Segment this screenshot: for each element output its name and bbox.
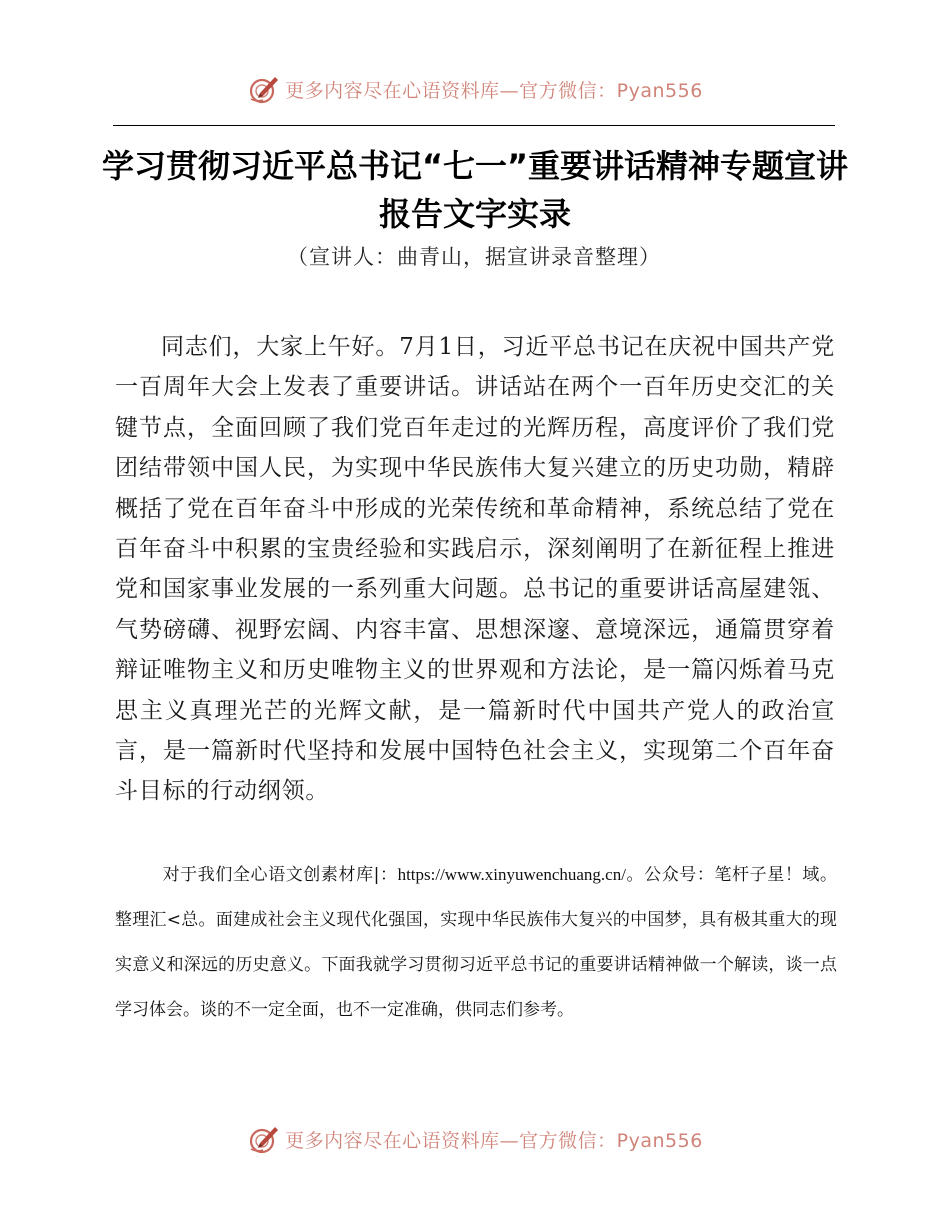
body-paragraph-2 (115, 852, 837, 1033)
pen-logo-icon (247, 72, 281, 106)
header-watermark (0, 72, 950, 106)
document-title: 学习贯彻习近平总书记“七一”重要讲话精神专题宣讲报告文字实录 (101, 147, 849, 233)
paragraph-2-suffix: 。公众号：笔杆子星！域。整理汇<总。面建成社会主义现代化强国，实现中华民族伟大复兴的中国梦，具有极其重大的现实意义和深远的历史意义。下面我就学习贯彻习近平总书记的重要讲话精神做一个解读，谈一点学习体会。谈的不一定全面，也不一定准确，供同志们参考。 (115, 865, 837, 1020)
watermark-wechat-id: Pyan556 (616, 79, 703, 102)
resource-url: https://www.xinyuwenchuang.cn/ (397, 865, 626, 884)
document-subtitle: （宣讲人：曲青山，据宣讲录音整理） (287, 245, 661, 269)
watermark-text: 更多内容尽在心语资料库—官方微信：Pyan556 (285, 1129, 703, 1152)
body-paragraph-1: 同志们，大家上午好。7月1日，习近平总书记在庆祝中国共产党一百周年大会上发表了重要讲话。讲话站在两个一百年历史交汇的关键节点，全面回顾了我们党百年走过的光辉历程，高度评价了我们党团结带领中国人民，为实现中华民族伟大复兴建立的历史功勋，精辟概括了党在百年奋斗中形成的光荣传统和革命精神，系统总结了党在百年奋斗中积累的宝贵经验和实践启示，深刻阐明了在新征程上推进党和国家事业发展的一系列重大问题。总书记的重要讲话高屋建瓴、气势磅礴、视野宏阔、内容丰富、思想深邃、意境深远，通篇贯穿着辩证唯物主义和历史唯物主义的世界观和方法论，是一篇闪烁着马克思主义真理光芒的光辉文献，是一篇新时代中国共产党人的政治宣言，是一篇新时代坚持和发展中国特色社会主义，实现第二个百年奋斗目标的行动纲领。 (115, 334, 835, 805)
watermark-wechat-id: Pyan556 (616, 1129, 703, 1152)
watermark-text: 更多内容尽在心语资料库—官方微信：Pyan556 (285, 79, 703, 102)
pen-logo-icon (247, 1122, 281, 1156)
paragraph-2-prefix: 对于我们全心语文创素材库|： (162, 865, 398, 885)
header-divider (113, 125, 835, 126)
footer-watermark (0, 1122, 950, 1156)
